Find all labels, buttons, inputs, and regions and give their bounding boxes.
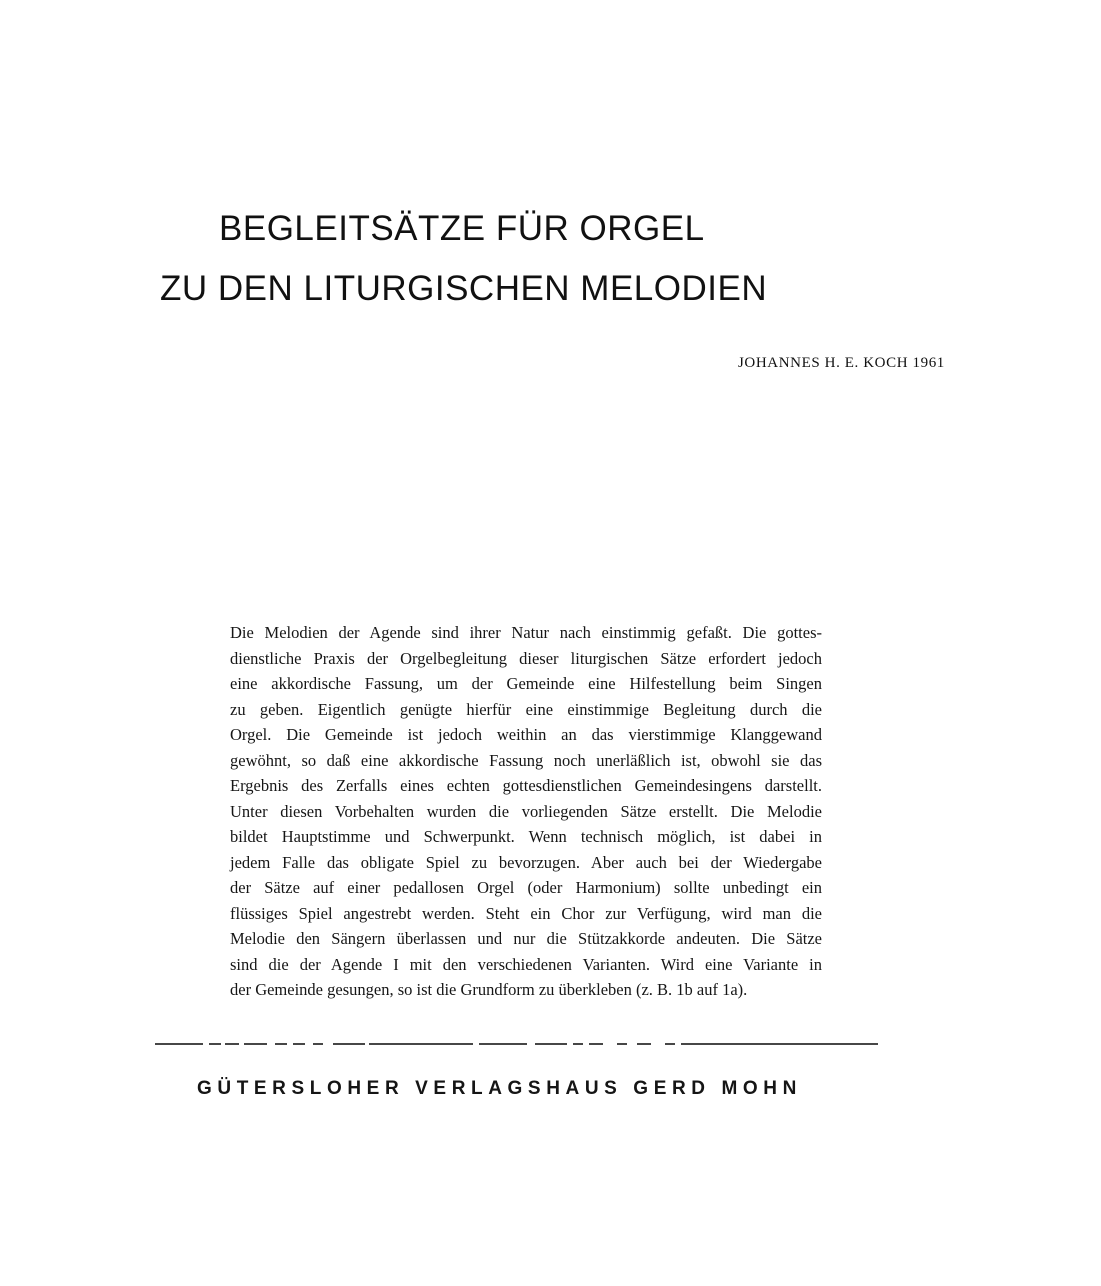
intro-line: gewöhnt, so daß eine akkordische Fassung noch unerläßlich ist, obwohl sie das	[230, 750, 822, 770]
intro-line: Melodie den Sängern überlassen und nur die Stützakkorde andeuten. Die Sätze	[230, 929, 822, 948]
intro-line: Ergebnis des Zerfalls eines echten gottesdienstlichen Gemeindesingens darstellt.	[230, 776, 822, 795]
title-line-1: BEGLEITSÄTZE FÜR ORGEL	[219, 209, 705, 249]
publisher-name: GÜTERSLOHER VERLAGSHAUS GERD MOHN	[197, 1078, 802, 1099]
intro-line: Die Melodien der Agende sind ihrer Natur nach einstimmig gefaßt. Die gottes-	[230, 623, 822, 642]
divider-rule-gaps	[155, 1041, 878, 1047]
intro-line: sind die der Agende I mit den verschiedenen Varianten. Wird eine Variante in	[230, 954, 822, 974]
intro-line: eine akkordische Fassung, um der Gemeinde eine Hilfestellung beim Singen	[230, 674, 822, 693]
intro-line: der Gemeinde gesungen, so ist die Grundform zu überkleben (z. B. 1b auf 1a).	[230, 980, 748, 999]
intro-line: dienstliche Praxis der Orgelbegleitung dieser liturgischen Sätze erfordert jedoch	[230, 648, 822, 668]
title-line-2: ZU DEN LITURGISCHEN MELODIEN	[160, 269, 768, 309]
author-credit: JOHANNES H. E. KOCH 1961	[738, 355, 945, 371]
intro-line: Orgel. Die Gemeinde ist jedoch weithin an das vierstimmige Klanggewand	[230, 725, 822, 744]
intro-line: bildet Hauptstimme und Schwerpunkt. Wenn technisch möglich, ist dabei in	[230, 827, 822, 846]
intro-line: flüssiges Spiel angestrebt werden. Steht ein Chor zur Verfügung, wird man die	[230, 903, 822, 923]
intro-line: jedem Falle das obligate Spiel zu bevorzugen. Aber auch bei der Wiedergabe	[230, 852, 822, 872]
intro-line: der Sätze auf einer pedallosen Orgel (oder Harmonium) sollte unbedingt ein	[230, 878, 822, 897]
intro-paragraph	[230, 620, 822, 1003]
intro-line: Unter diesen Vorbehalten wurden die vorliegenden Sätze erstellt. Die Melodie	[230, 801, 822, 821]
intro-line: zu geben. Eigentlich genügte hierfür eine einstimmige Begleitung durch die	[230, 699, 822, 719]
